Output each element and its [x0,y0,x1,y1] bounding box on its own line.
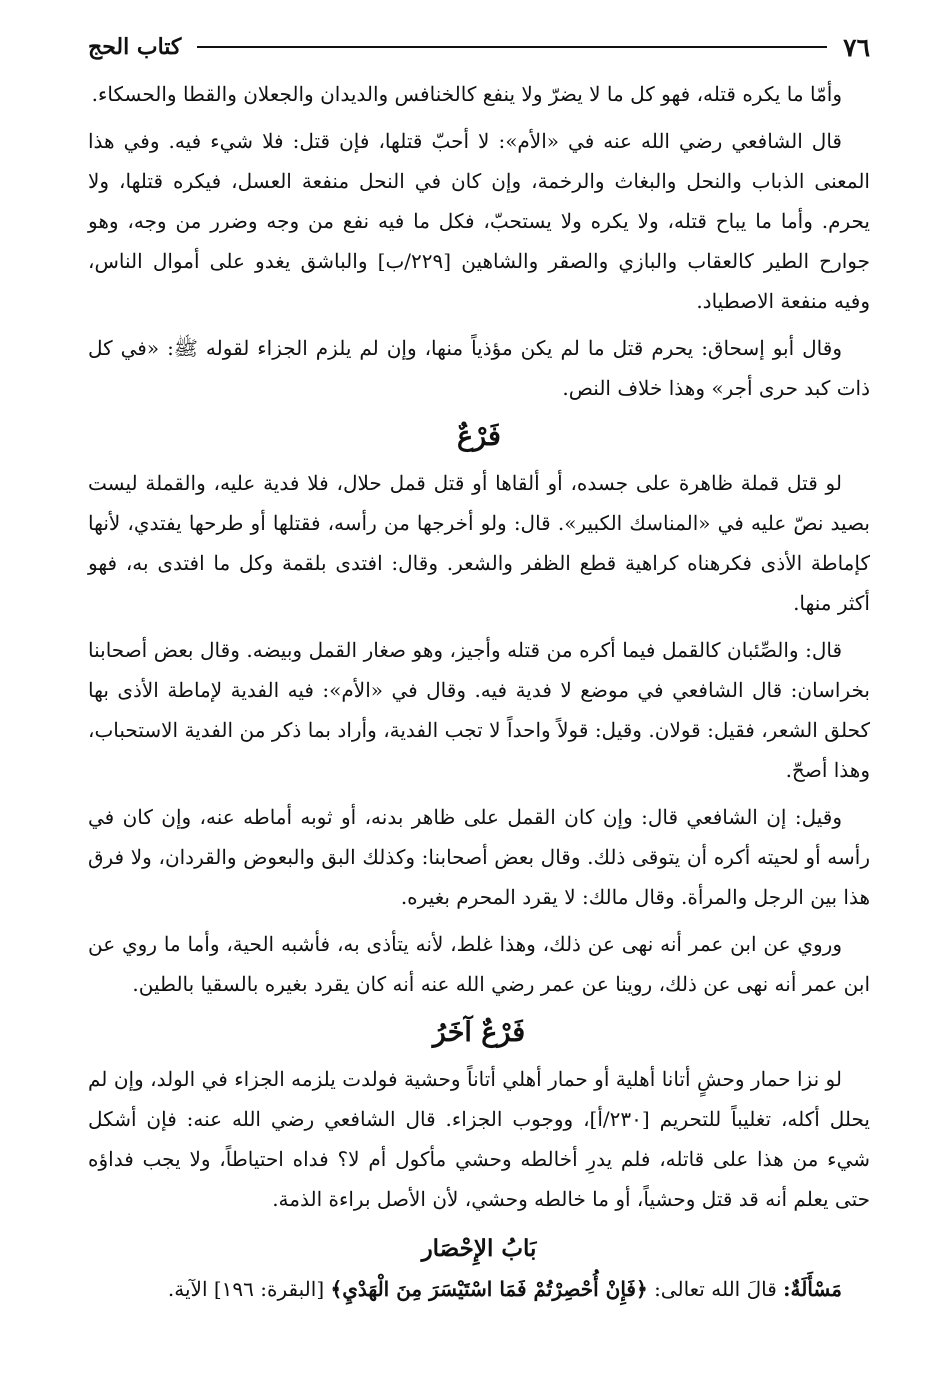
paragraph: لو قتل قملة ظاهرة على جسده، أو ألقاها أو قتل قمل حلال، فلا فدية عليه، والقملة ليست بصيد نصّ عليه في «المناسك الكبير». قال: ولو أخرجها من رأسه، فقتلها أو طرحها يفتدي، لأنها كإماطة الأذى فكرهناه كراهية قطع الظفر والشعر. وقال: افتدى بلقمة وكل ما افتدى به، فهو أكثر منها. [88,471,870,615]
masala-label: مَسْأَلَةٌ: [783,1277,842,1301]
masala-intro: قالَ الله تعالى: [654,1277,777,1301]
chapter-heading: بَابُ الإِحْصَار [421,1235,537,1262]
running-title: كتاب الحج [88,34,182,60]
section-heading: فَرْعٌ آخَرُ [432,1017,526,1048]
paragraph: وقيل: إن الشافعي قال: وإن كان القمل على ظاهر بدنه، أو ثوبه أماطه عنه، وإن كان في رأسه أو لحيته أكره أن يتوقى ذلك. وقال بعض أصحابنا: وكذلك البق والبعوض والقردان، ولا فرق هذا بين الرجل والمرأة. وقال مالك: لا يقرد المحرم بغيره. [88,805,870,909]
paragraph: قال الشافعي رضي الله عنه في «الأم»: لا أحبّ قتلها، فإن قتل: فلا شيء فيه. وفي هذا المعنى الذباب والنحل والبغاث والرخمة، وإن كان في النحل منفعة العسل، فيكره قتلها، ولا يحرم. وأما ما يباح قتله، ولا يكره ولا يستحبّ، فكل ما فيه نفع من وجه وضرر من وجه، وهو جوارح الطير كالعقاب والبازي والصقر والشاهين [٢٢٩/ب] والباشق يغدو على أموال الناس، وفيه منفعة الاصطياد. [88,129,870,313]
quran-verse: ﴿فَإِنْ أُحْصِرْتُمْ فَمَا اسْتَيْسَرَ مِنَ الْهَدْيِ﴾ [330,1277,648,1301]
header-divider [197,46,827,48]
paragraph: قال: والصِّئبان كالقمل فيما أكره من قتله وأجيز، وهو صغار القمل وبيضه. وقال بعض أصحابنا بخراسان: قال الشافعي في موضع لا فدية فيه. وقال في «الأم»: فيه الفدية لإماطة الأذى بها كحلق الشعر، فقيل: قولان. وقيل: قولاً واحداً لا تجب الفدية، وأراد بما ذكر من الفدية الاستحباب، وهذا أصحّ. [88,638,871,782]
paragraph: وروي عن ابن عمر أنه نهى عن ذلك، وهذا غلط، لأنه يتأذى به، فأشبه الحية، وأما ما روي عن ابن عمر أنه نهى عن ذلك، روينا عن عمر رضي الله عنه أنه كان يقرد بغيره بالسقيا بالطين. [88,932,870,996]
paragraph: لو نزا حمار وحشٍ أتانا أهلية أو حمار أهلي أتاناً وحشية فولدت يلزمه الجزاء في الولد، وإن لم يحلل أكله، تغليباً للتحريم [٢٣٠/أ]، ووجوب الجزاء. قال الشافعي رضي الله عنه: فإن أشكل شيء من هذا على قاتله، فلم يدرِ أخالطه وحشي مأكول أم لا؟ فداه احتياطاً، ولا يجب فداؤه حتى يعلم أنه قد قتل وحشياً، أو ما خالطه وحشي، لأن الأصل براءة الذمة. [88,1067,870,1211]
page-header [88,30,870,64]
section-heading: فَرْعٌ [457,421,501,452]
page-number: ٧٦ [843,32,870,62]
masala-paragraph [88,1269,870,1309]
paragraph: وقال أبو إسحاق: يحرم قتل ما لم يكن مؤذياً منها، وإن لم يلزم الجزاء لقوله ﷺ: «في كل ذات كبد حرى أجر» وهذا خلاف النص. [88,336,870,400]
verse-citation: [البقرة: ١٩٦] الآية. [167,1277,325,1301]
book-page [88,30,870,1316]
paragraph: وأمّا ما يكره قتله، فهو كل ما لا يضرّ ولا ينفع كالخنافس والديدان والجعلان والقطا والحسكاء. [91,82,842,106]
